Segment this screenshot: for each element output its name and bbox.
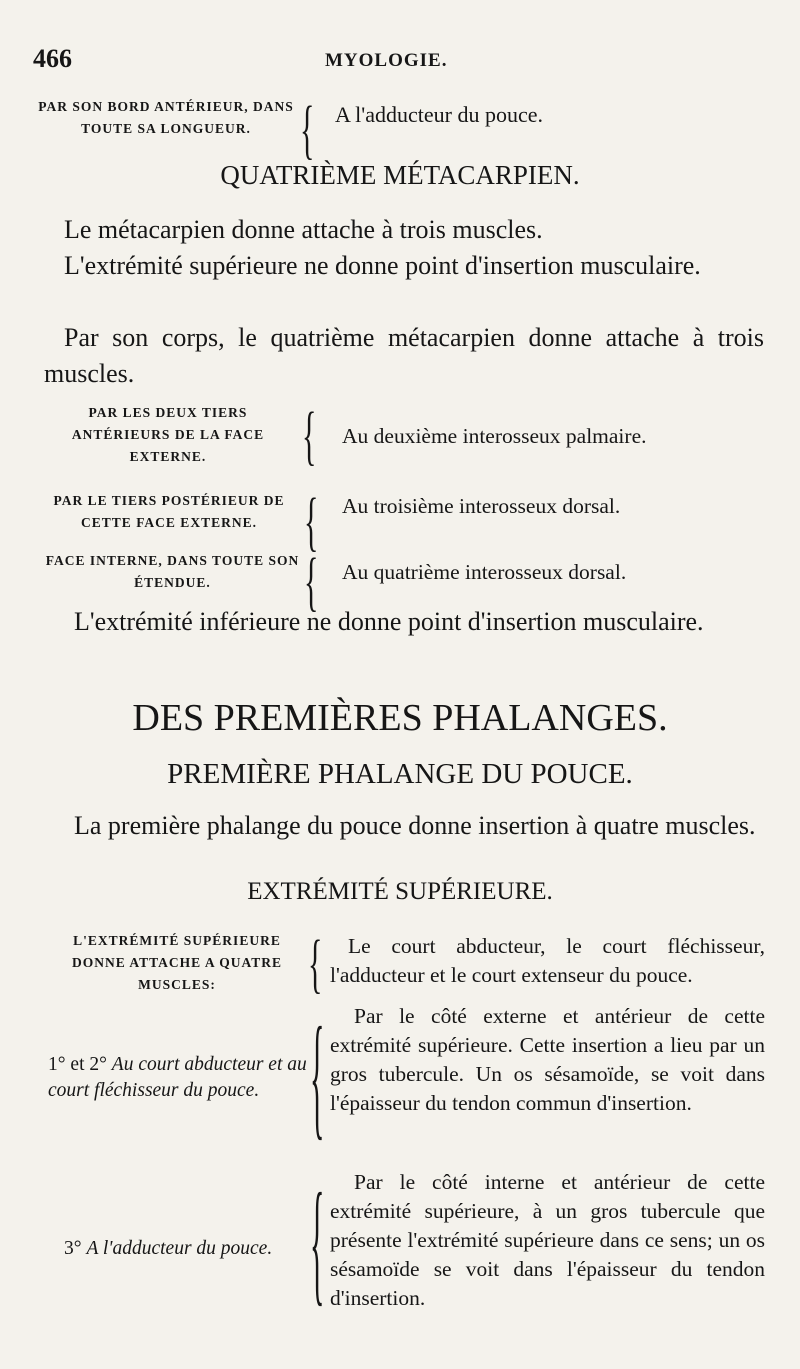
entry-right: Au deuxième interosseux palmaire.	[342, 424, 647, 448]
paragraph: Le métacarpien donne attache à trois muscles.	[64, 215, 543, 244]
running-head: MYOLOGIE.	[325, 50, 448, 71]
entry-right: Au quatrième interosseux dorsal.	[342, 560, 627, 584]
paragraph: La première phalange du pouce donne insertion à quatre muscles.	[74, 811, 756, 840]
page-number: 466	[33, 44, 72, 73]
entry-right: Le court abducteur, le court fléchisseur, l'adducteur et le court extenseur du pouce.	[330, 934, 765, 987]
entry-left	[48, 1052, 310, 1104]
entry-left: FACE INTERNE, DANS TOUTE SON ÉTENDUE.	[45, 553, 300, 590]
chapter-title: DES PREMIÈRES PHALANGES.	[132, 697, 668, 739]
entry-right: Par le côté externe et antérieur de cette extrémité supérieure. Cette insertion a lieu par un gros tubercule. Un os sésamoïde, se voit dans l'épaisseur du tendon commun d'insertion.	[330, 1004, 765, 1115]
top-entry-left: PAR SON BORD ANTÉRIEUR, DANS TOUTE SA LONGUEUR.	[38, 99, 294, 136]
ordinal: 1° et 2°	[48, 1054, 107, 1075]
entry-left: PAR LE TIERS POSTÉRIEUR DE CETTE FACE EXTERNE.	[53, 493, 285, 530]
paragraph: L'extrémité supérieure ne donne point d'insertion musculaire.	[64, 251, 701, 280]
subheading: EXTRÉMITÉ SUPÉRIEURE.	[247, 878, 553, 905]
entry-left: PAR LES DEUX TIERS ANTÉRIEURS DE LA FACE EXTERNE.	[71, 405, 265, 464]
brace: {	[304, 546, 319, 619]
entry-left	[64, 1236, 314, 1262]
paragraph: Par son corps, le quatrième métacarpien donne attache à trois muscles.	[44, 323, 764, 388]
brace: {	[310, 1002, 325, 1154]
brace: {	[308, 928, 323, 1001]
entry-left: L'EXTRÉMITÉ SUPÉRIEURE DONNE ATTACHE A QUATRE MUSCLES:	[72, 933, 282, 992]
brace: {	[304, 486, 319, 559]
brace: {	[300, 94, 315, 167]
brace: {	[302, 400, 317, 473]
paragraph: L'extrémité inférieure ne donne point d'insertion musculaire.	[74, 607, 704, 636]
top-entry-right: A l'adducteur du pouce.	[335, 102, 544, 127]
section-heading-metacarpien: QUATRIÈME MÉTACARPIEN.	[220, 160, 580, 190]
ordinal: 3°	[64, 1238, 82, 1259]
entry-right: Par le côté interne et antérieur de cette extrémité supérieure, à un gros tubercule que présente l'extrémité supérieure dans ce sens; un os sésamoïde se voit dans l'épaisseur du tendon d'insertion.	[330, 1170, 765, 1310]
muscle-name: Au court abducteur et au court fléchisseur du pouce.	[48, 1054, 307, 1101]
entry-right: Au troisième interosseux dorsal.	[342, 494, 621, 518]
brace: {	[310, 1168, 325, 1320]
muscle-name: A l'adducteur du pouce.	[86, 1238, 273, 1259]
section-heading-phalange: PREMIÈRE PHALANGE DU POUCE.	[167, 758, 633, 790]
